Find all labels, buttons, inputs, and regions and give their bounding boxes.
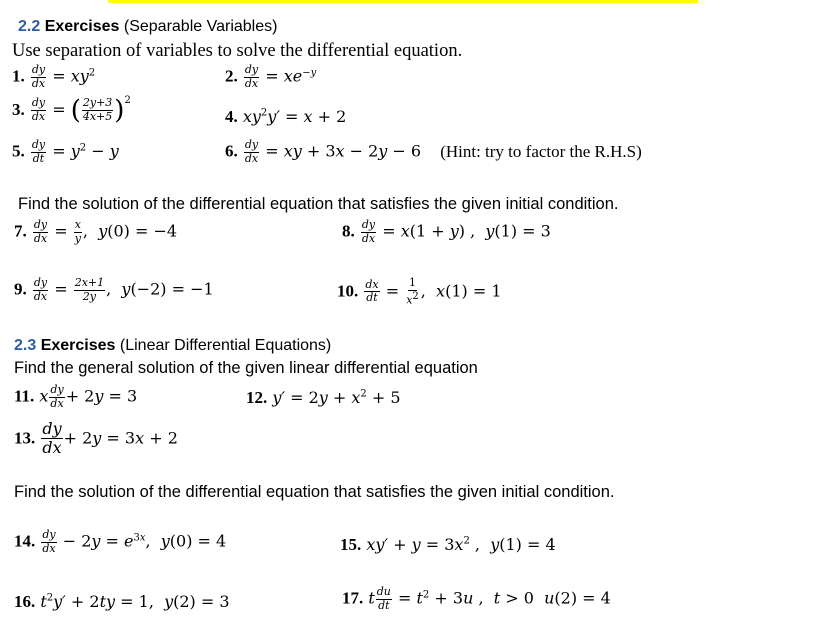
problem-3: 3. $\frac{dy}{dx}$ = ( $\frac{2y+3}{4x+5}$ )$^2$	[12, 95, 131, 126]
problem-number: 13.	[14, 428, 36, 448]
problem-number: 9.	[14, 279, 27, 299]
problem-17: 17. t $\frac{du}{dt}$ = $t^2 + 3u$ , t > 0 u(2) = 4	[342, 585, 611, 612]
section-heading-2-3	[14, 338, 331, 354]
problem-number: 6.	[225, 141, 238, 161]
problem-number: 16.	[14, 592, 36, 611]
section-heading-2-2	[18, 19, 277, 35]
problem-6: 6. $\frac{dy}{dx}$ = xy + 3x − 2y − 6 (Hint: try to factor the R.H.S)	[225, 138, 642, 165]
problem-2: 2. $\frac{dy}{dx}$ = $xe^{-y}$	[225, 63, 317, 90]
problem-number: 11.	[14, 386, 35, 406]
problem-4: 4. $xy^2y' = x + 2$	[225, 107, 347, 126]
problem-1: 1. $\frac{dy}{dx}$ = $xy^2$	[12, 63, 96, 90]
problem-number: 8.	[342, 221, 355, 241]
problem-14: 14. $\frac{dy}{dx}$ − $2y = e^{3x}$, y(0) = 4	[14, 528, 227, 555]
section-number: 2.2	[18, 18, 41, 35]
problem-number: 4.	[225, 107, 238, 126]
instruction-ivp-linear: Find the solution of the differential equation that satisfies the given initial condition.	[14, 483, 615, 501]
problem-7: 7. $\frac{dy}{dx}$ = $\frac{x}{y}$ , y(0) = −4	[14, 218, 178, 245]
section-heading-subtitle: (Linear Differential Equations)	[115, 337, 332, 354]
problem-10: 10. $\frac{dx}{dt}$ = $\frac{1}{x2}$ , x(1) = 1	[337, 276, 502, 307]
problem-number: 15.	[340, 535, 362, 554]
problem-number: 2.	[225, 66, 238, 86]
problem-number: 3.	[12, 100, 25, 119]
problem-number: 1.	[12, 66, 25, 86]
hint-text: (Hint: try to factor the R.H.S)	[440, 141, 642, 161]
section-number: 2.3	[14, 337, 37, 354]
problem-5: 5. $\frac{dy}{dt}$ = $y^2 - y$	[12, 138, 119, 165]
problem-8: 8. $\frac{dy}{dx}$ = x(1 + y) , y(1) = 3	[342, 218, 551, 245]
problem-number: 10.	[337, 281, 359, 301]
problem-number: 12.	[246, 388, 268, 407]
problem-number: 7.	[14, 221, 27, 241]
section-heading-subtitle: (Separable Variables)	[119, 18, 278, 35]
problem-13: 13. $\frac{dy}{dx}$ + 2y = 3x + 2	[14, 419, 178, 458]
problem-11: 11. x $\frac{dy}{dx}$ + 2y = 3	[14, 383, 138, 410]
problem-number: 5.	[12, 141, 25, 161]
problem-16: 16. $t^2y' + 2ty = 1$, y(2) = 3	[14, 592, 230, 611]
problem-15: 15. $xy' + y = 3x^2$ , y(1) = 4	[340, 535, 556, 554]
problem-9: 9. $\frac{dy}{dx}$ = $\frac{2x+1}{2y}$ , y(−2) = −1	[14, 276, 214, 303]
problem-12: 12. $y' = 2y + x^2 + 5$	[246, 388, 401, 407]
section-heading-bold: Exercises	[40, 337, 116, 354]
problem-number: 14.	[14, 531, 36, 551]
section-heading-bold: Exercises	[44, 18, 120, 35]
top-highlight-bar	[108, 0, 698, 3]
instruction-linear: Find the general solution of the given linear differential equation	[14, 359, 478, 377]
instruction-separable: Use separation of variables to solve the differential equation.	[12, 41, 463, 61]
instruction-ivp-separable: Find the solution of the differential equation that satisfies the given initial condition.	[18, 195, 619, 213]
problem-number: 17.	[342, 588, 364, 608]
